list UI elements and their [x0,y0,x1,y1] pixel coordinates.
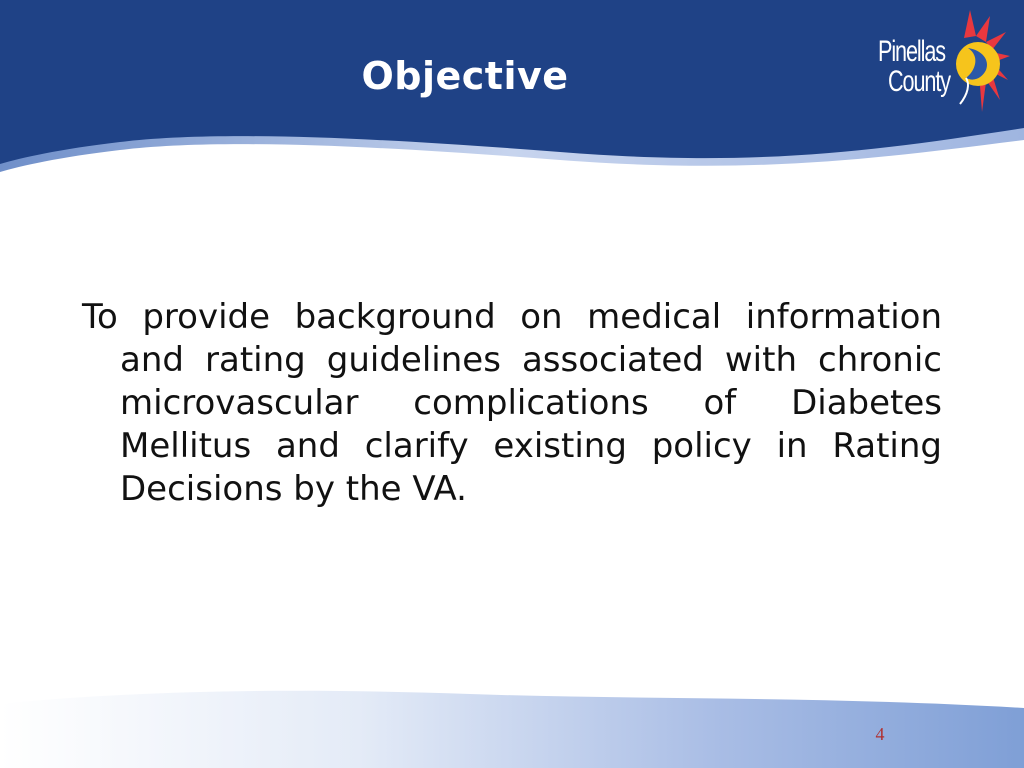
footer-banner [0,660,1024,768]
pinellas-county-logo [872,8,1012,126]
logo-text-line1: Pinellas [878,35,946,68]
sunburst-icon [946,8,1012,118]
page-number: 4 [875,724,885,744]
logo-text-line2: County [888,65,950,98]
slide-title: Objective [361,54,569,98]
objective-paragraph: To provide background on medical information and rating guidelines associated with chronic microvascular complications of Diabetes Mellitus and clarify existing policy in Rating Decisions by the VA. [82,297,942,509]
